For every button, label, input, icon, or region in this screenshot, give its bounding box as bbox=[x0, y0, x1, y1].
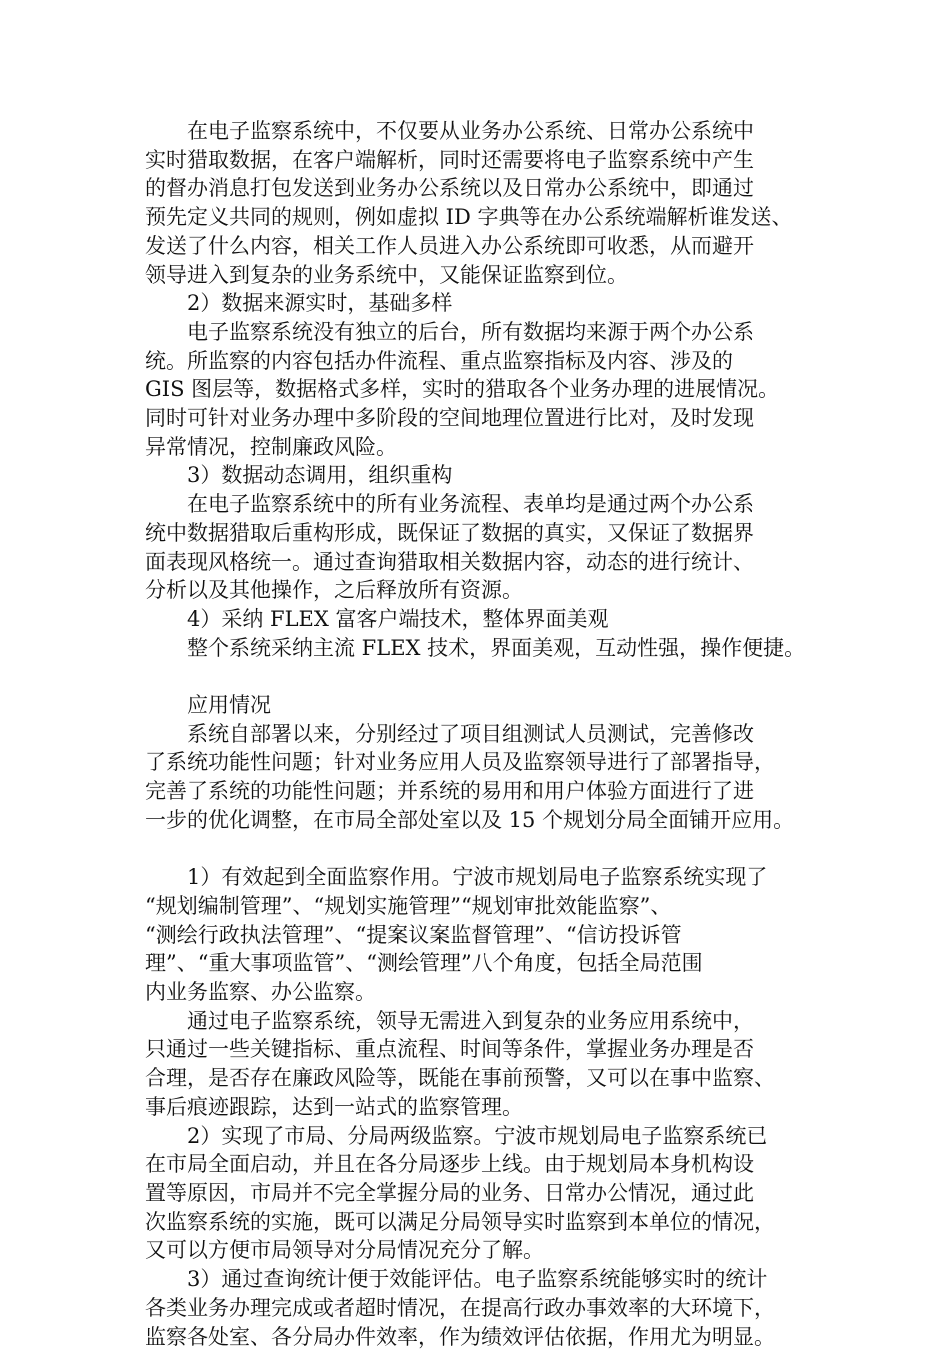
text-line: 整个系统采纳主流 FLEX 技术，界面美观，互动性强，操作便捷。 bbox=[145, 634, 825, 663]
text-line: 1）有效起到全面监察作用。宁波市规划局电子监察系统实现了 bbox=[145, 863, 825, 892]
text-line: “测绘行政执法管理”、“提案议案监督管理”、“信访投诉管 bbox=[145, 921, 825, 950]
text-line: 2）实现了市局、分局两级监察。宁波市规划局电子监察系统已 bbox=[145, 1122, 825, 1151]
text-line: 了系统功能性问题；针对业务应用人员及监察领导进行了部署指导， bbox=[145, 748, 825, 777]
section-heading: 2）数据来源实时，基础多样 bbox=[145, 289, 825, 318]
text-line: 内业务监察、办公监察。 bbox=[145, 978, 825, 1007]
text-line: 置等原因，市局并不完全掌握分局的业务、日常办公情况，通过此 bbox=[145, 1179, 825, 1208]
text-line: 发送了什么内容，相关工作人员进入办公系统即可收悉，从而避开 bbox=[145, 232, 825, 261]
text-line: 只通过一些关键指标、重点流程、时间等条件，掌握业务办理是否 bbox=[145, 1035, 825, 1064]
text-line: 3）通过查询统计便于效能评估。电子监察系统能够实时的统计 bbox=[145, 1265, 825, 1294]
document-body bbox=[145, 117, 825, 1351]
text-line: 在电子监察系统中的所有业务流程、表单均是通过两个办公系 bbox=[145, 490, 825, 519]
text-line: GIS 图层等，数据格式多样，实时的猎取各个业务办理的进展情况。 bbox=[145, 375, 825, 404]
text-line: 监察各处室、各分局办件效率，作为绩效评估依据，作用尤为明显。 bbox=[145, 1323, 825, 1351]
text-line: 事后痕迹跟踪，达到一站式的监察管理。 bbox=[145, 1093, 825, 1122]
text-line: 在市局全面启动，并且在各分局逐步上线。由于规划局本身机构设 bbox=[145, 1150, 825, 1179]
text-line: 实时猎取数据，在客户端解析，同时还需要将电子监察系统中产生 bbox=[145, 146, 825, 175]
text-line: 完善了系统的功能性问题；并系统的易用和用户体验方面进行了进 bbox=[145, 777, 825, 806]
text-line: 面表现风格统一。通过查询猎取相关数据内容，动态的进行统计、 bbox=[145, 548, 825, 577]
text-line: 系统自部署以来，分别经过了项目组测试人员测试，完善修改 bbox=[145, 720, 825, 749]
text-line: 的督办消息打包发送到业务办公系统以及日常办公系统中，即通过 bbox=[145, 174, 825, 203]
text-line: 预先定义共同的规则，例如虚拟 ID 字典等在办公系统端解析谁发送、 bbox=[145, 203, 825, 232]
text-line: 又可以方便市局领导对分局情况充分了解。 bbox=[145, 1236, 825, 1265]
text-line: 统中数据猎取后重构形成，既保证了数据的真实，又保证了数据界 bbox=[145, 519, 825, 548]
text-line: 次监察系统的实施，既可以满足分局领导实时监察到本单位的情况， bbox=[145, 1208, 825, 1237]
text-line: 同时可针对业务办理中多阶段的空间地理位置进行比对，及时发现 bbox=[145, 404, 825, 433]
text-line: 异常情况，控制廉政风险。 bbox=[145, 433, 825, 462]
section-heading: 3）数据动态调用，组织重构 bbox=[145, 461, 825, 490]
section-heading: 4）采纳 FLEX 富客户端技术，整体界面美观 bbox=[145, 605, 825, 634]
text-line: 统。所监察的内容包括办件流程、重点监察指标及内容、涉及的 bbox=[145, 347, 825, 376]
text-line: 电子监察系统没有独立的后台，所有数据均来源于两个办公系 bbox=[145, 318, 825, 347]
text-line: “规划编制管理”、“规划实施管理”“规划审批效能监察”、 bbox=[145, 892, 825, 921]
text-line: 领导进入到复杂的业务系统中，又能保证监察到位。 bbox=[145, 261, 825, 290]
text-line: 通过电子监察系统，领导无需进入到复杂的业务应用系统中， bbox=[145, 1007, 825, 1036]
paragraph-gap bbox=[145, 662, 825, 691]
section-heading: 应用情况 bbox=[145, 691, 825, 720]
text-line: 分析以及其他操作，之后释放所有资源。 bbox=[145, 576, 825, 605]
text-line: 一步的优化调整，在市局全部处室以及 15 个规划分局全面铺开应用。 bbox=[145, 806, 825, 835]
text-line: 在电子监察系统中，不仅要从业务办公系统、日常办公系统中 bbox=[145, 117, 825, 146]
text-line: 各类业务办理完成或者超时情况，在提高行政办事效率的大环境下， bbox=[145, 1294, 825, 1323]
text-line: 理”、“重大事项监管”、“测绘管理”八个角度，包括全局范围 bbox=[145, 949, 825, 978]
text-line: 合理，是否存在廉政风险等，既能在事前预警，又可以在事中监察、 bbox=[145, 1064, 825, 1093]
paragraph-gap bbox=[145, 835, 825, 864]
